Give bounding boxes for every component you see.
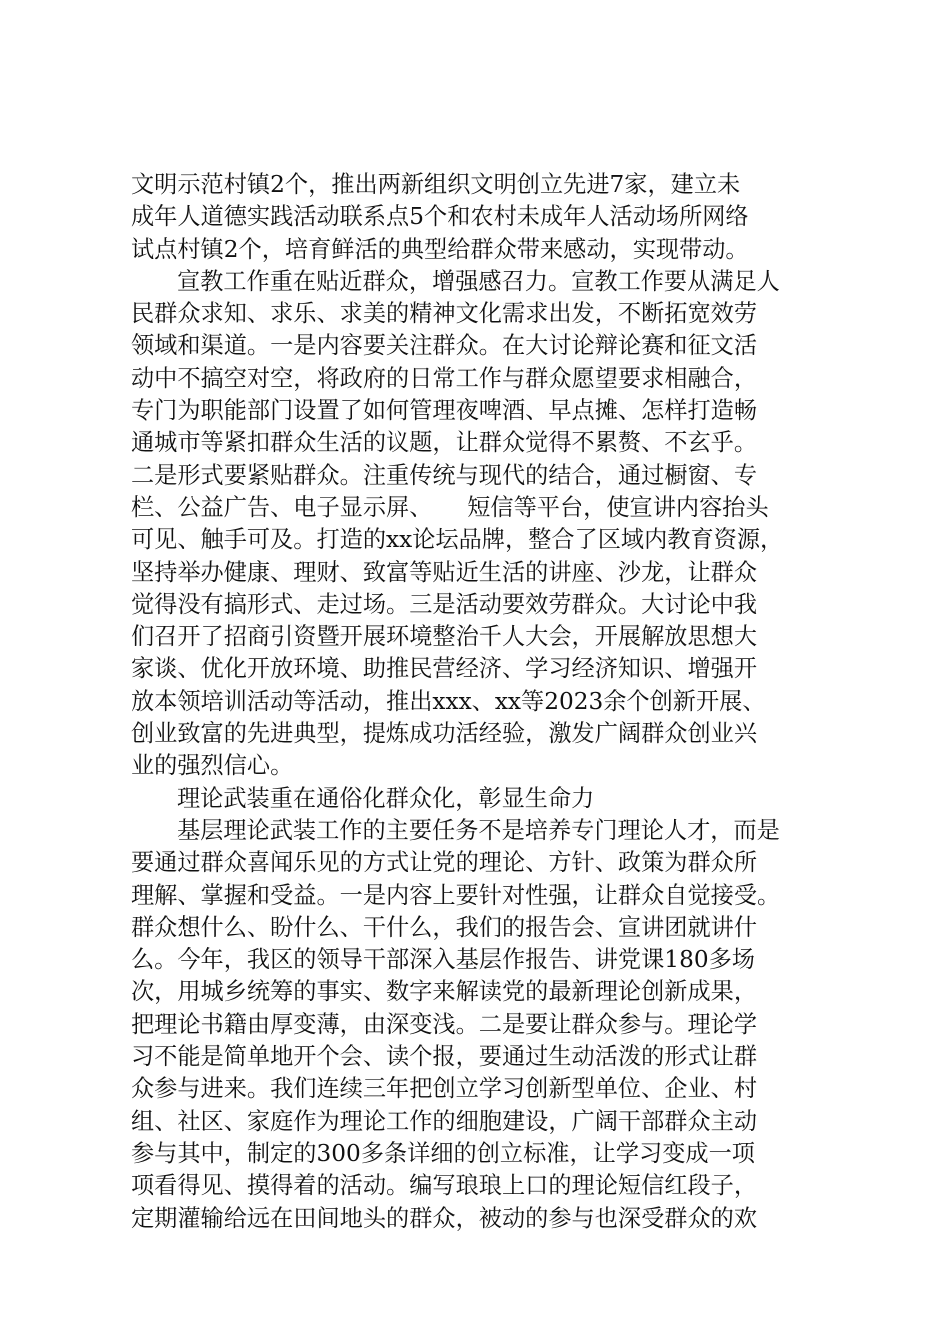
text-line: 项看得见、摸得着的活动。编写琅琅上口的理论短信红段子， <box>131 1172 758 1200</box>
text-line: 宣教工作重在贴近群众，增强感召力。宣教工作要从满足人 <box>177 267 780 295</box>
text-line: 二是形式要紧贴群众。注重传统与现代的结合，通过橱窗、专 <box>131 461 758 489</box>
text-line: 次，用城乡统筹的事实、数字来解读党的最新理论创新成果， <box>131 978 758 1006</box>
document-body <box>131 169 831 1235</box>
text-line: 民群众求知、求乐、求美的精神文化需求出发，不断拓宽效劳 <box>131 300 758 328</box>
text-line: 成年人道德实践活动联系点5个和农村未成年人活动场所网络 <box>131 203 749 231</box>
text-line: 习不能是简单地开个会、读个报，要通过生动活泼的形式让群 <box>131 1043 758 1071</box>
text-line: 组、社区、家庭作为理论工作的细胞建设，广阔干部群众主动 <box>131 1107 758 1135</box>
text-line: 群众想什么、盼什么、干什么，我们的报告会、宣讲团就讲什 <box>131 913 758 941</box>
text-line: 定期灌输给远在田间地头的群众，被动的参与也深受群众的欢 <box>131 1204 758 1232</box>
text-line: 试点村镇2个，培育鲜活的典型给群众带来感动，实现带动。 <box>131 235 749 263</box>
text-line: 觉得没有搞形式、走过场。三是活动要效劳群众。大讨论中我 <box>131 590 758 618</box>
text-line: 可见、触手可及。打造的xx论坛品牌，整合了区域内教育资源， <box>131 526 784 554</box>
text-line: 家谈、优化开放环境、助推民营经济、学习经济知识、增强开 <box>131 655 758 683</box>
text-line: 们召开了招商引资暨开展环境整治千人大会，开展解放思想大 <box>131 623 758 651</box>
text-line: 基层理论武装工作的主要任务不是培养专门理论人才，而是 <box>177 816 780 844</box>
text-line: 众参与进来。我们连续三年把创立学习创新型单位、企业、村 <box>131 1075 758 1103</box>
text-line: 领域和渠道。一是内容要关注群众。在大讨论辩论赛和征文活 <box>131 332 758 360</box>
text-line: 把理论书籍由厚变薄，由深变浅。二是要让群众参与。理论学 <box>131 1010 758 1038</box>
text-line: 要通过群众喜闻乐见的方式让党的理论、方针、政策为群众所 <box>131 849 758 877</box>
text-line: 坚持举办健康、理财、致富等贴近生活的讲座、沙龙，让群众 <box>131 558 758 586</box>
text-line: 理解、掌握和受益。一是内容上要针对性强，让群众自觉接受。 <box>131 881 781 909</box>
text-line: 动中不搞空对空，将政府的日常工作与群众愿望要求相融合， <box>131 364 758 392</box>
text-line: 参与其中，制定的300多条详细的创立标准，让学习变成一项 <box>131 1139 755 1167</box>
text-line: 创业致富的先进典型，提炼成功活经验，激发广阔群众创业兴 <box>131 720 758 748</box>
text-line: 么。今年，我区的领导干部深入基层作报告、讲党课180多场 <box>131 946 755 974</box>
text-line: 理论武装重在通俗化群众化，彰显生命力 <box>177 784 595 812</box>
text-line: 通城市等紧扣群众生活的议题，让群众觉得不累赘、不玄乎。 <box>131 429 758 457</box>
text-line: 栏、公益广告、电子显示屏、 短信等平台，使宣讲内容抬头 <box>131 493 769 521</box>
text-line: 专门为职能部门设置了如何管理夜啤酒、早点摊、怎样打造畅 <box>131 397 758 425</box>
text-line: 文明示范村镇2个，推出两新组织文明创立先进7家，建立未 <box>131 171 741 198</box>
text-line: 放本领培训活动等活动，推出xxx、xx等2023余个创新开展、 <box>131 687 766 715</box>
text-line: 业的强烈信心。 <box>131 752 294 780</box>
